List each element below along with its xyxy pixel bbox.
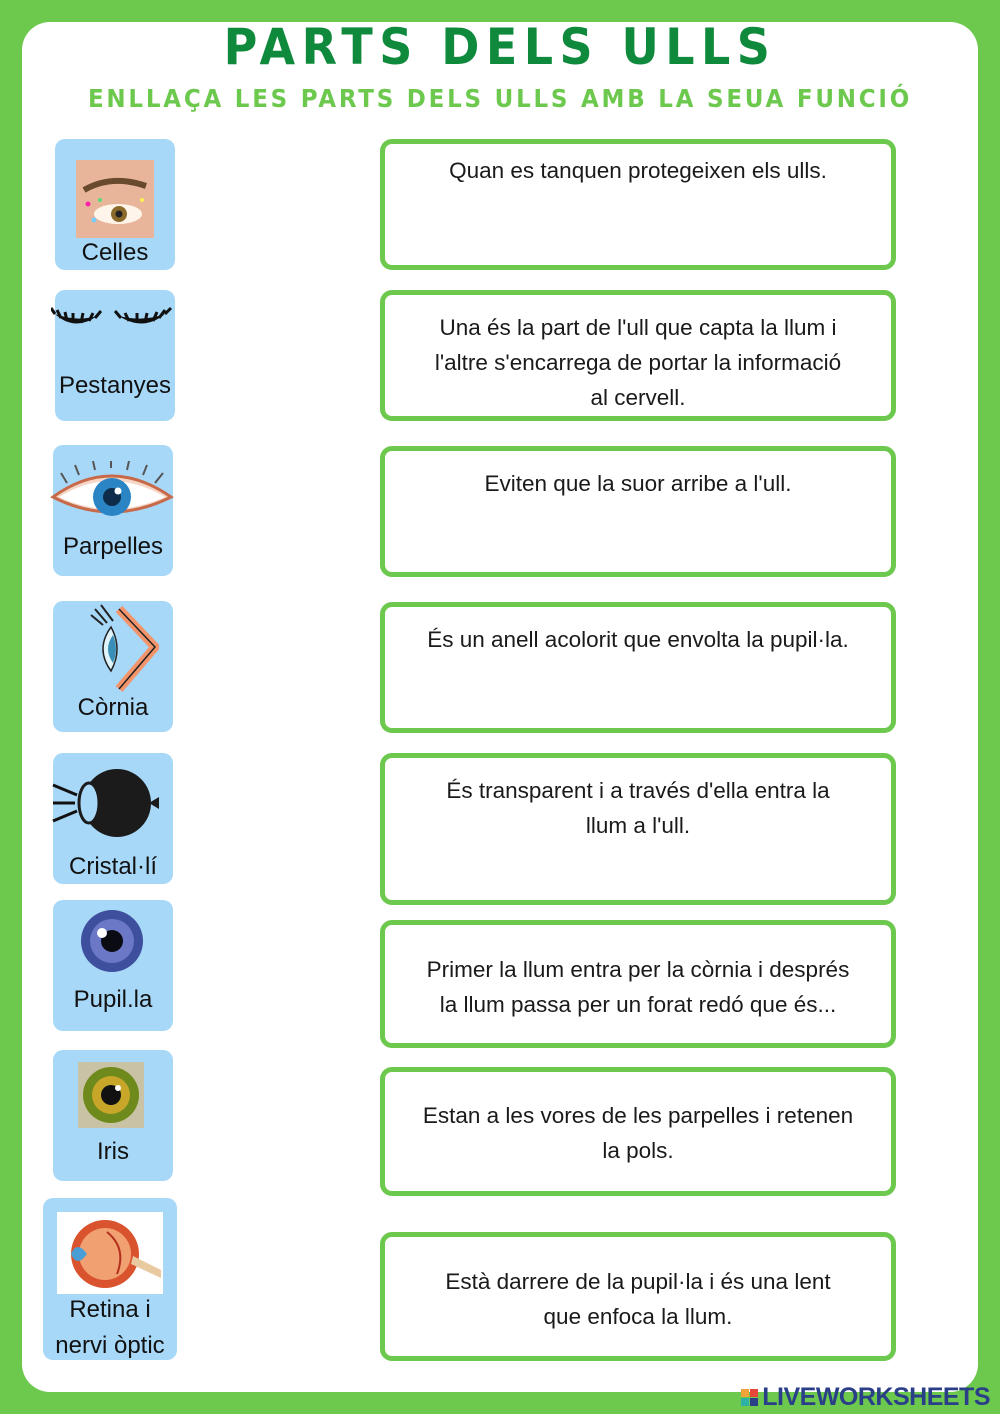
function-box[interactable] [380,602,896,733]
function-line: la pols. [602,1138,674,1163]
part-card-iris[interactable] [53,1050,173,1181]
part-label: Còrnia [77,694,149,721]
function-text [449,153,827,265]
logo-text: LIVEWORKSHEETS [762,1382,990,1411]
function-line: que enfoca la llum. [543,1304,733,1329]
function-line: Eviten que la suor arribe a l'ull. [484,471,792,496]
function-line: llum a l'ull. [585,813,691,838]
function-line: la llum passa per un forat redó que és... [439,992,837,1017]
cornea-icon [89,603,159,697]
function-line: És un anell acolorit que envolta la pupil·la. [427,627,849,652]
part-card-parpelles[interactable] [53,445,173,576]
page-subtitle: ENLLAÇA LES PARTS DELS ULLS AMB LA SEUA FUNCIÓ [87,84,913,113]
eyeball-lens-icon [51,761,161,841]
part-card-cristalli[interactable] [53,753,173,884]
part-card-pestanyes[interactable] [55,290,175,421]
function-line: Una és la part de l'ull que capta la llum i [439,315,837,340]
page-title: PARTS DELS ULLS [223,18,777,76]
function-text [485,466,792,572]
function-line: l'altre s'encarrega de portar la informació [434,350,842,375]
part-label: Parpelles [62,533,164,560]
function-text [427,622,849,728]
function-text [446,773,829,900]
eye-anatomy-icon [57,1212,163,1294]
liveworksheets-logo-icon [741,1389,758,1406]
function-box[interactable] [380,446,896,577]
liveworksheets-logo[interactable] [741,1384,990,1410]
part-card-pupilla[interactable] [53,900,173,1031]
part-label: Iris [97,1138,129,1165]
function-box[interactable] [380,290,896,421]
part-label: Celles [81,239,149,266]
function-line: Primer la llum entra per la còrnia i després [426,957,850,982]
function-text [445,1264,830,1356]
part-label-line: Retina i [69,1296,151,1323]
function-box[interactable] [380,1067,896,1196]
function-line: Estan a les vores de les parpelles i retenen [422,1103,854,1128]
pupil-icon [79,908,145,974]
function-text [427,952,850,1043]
function-text [423,1098,853,1191]
function-box[interactable] [380,139,896,270]
eyebrow-photo-icon [76,160,154,238]
function-line: Quan es tanquen protegeixen els ulls. [449,158,827,183]
part-label: Pupil.la [73,986,153,1013]
part-card-retina[interactable] [43,1198,177,1360]
part-label: Pestanyes [58,372,172,399]
part-card-cornia[interactable] [53,601,173,732]
eyelid-icon [49,461,175,529]
function-line: Està darrere de la pupil·la i és una lent [445,1269,831,1294]
function-line: És transparent i a través d'ella entra la [446,778,830,803]
eyelashes-icon [51,302,175,338]
function-line: al cervell. [590,385,686,410]
part-label: Cristal·lí [69,853,157,880]
function-text [435,310,841,416]
function-box[interactable] [380,1232,896,1361]
iris-photo-icon [78,1062,144,1128]
function-box[interactable] [380,753,896,905]
part-label [43,1292,177,1364]
function-box[interactable] [380,920,896,1048]
part-label-line: nervi òptic [55,1332,165,1359]
part-card-celles[interactable] [55,139,175,270]
